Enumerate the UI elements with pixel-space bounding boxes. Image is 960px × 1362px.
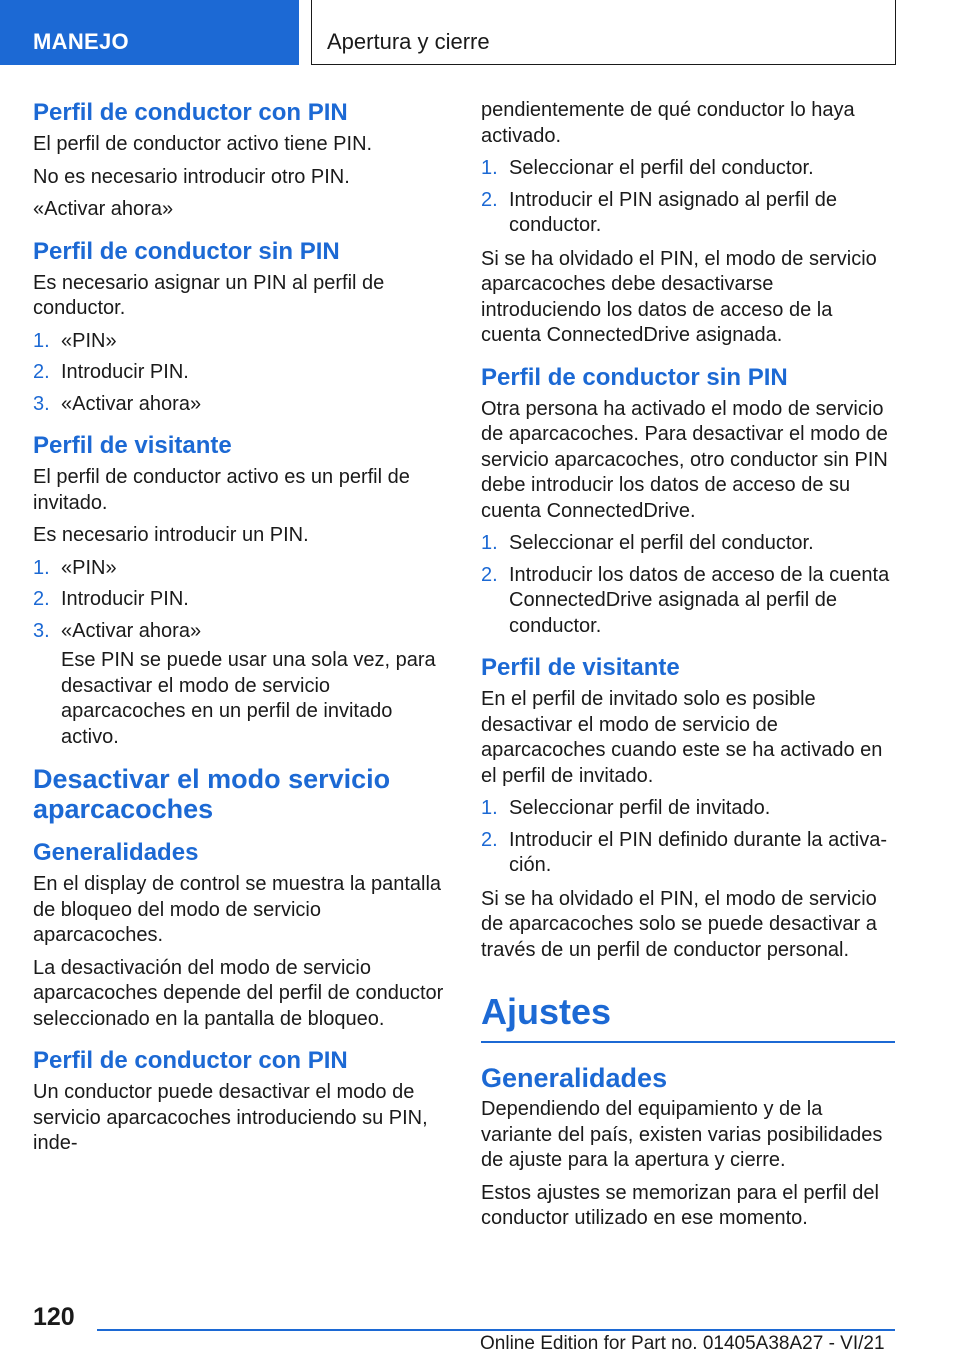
footer-divider: [97, 1329, 895, 1331]
heading-guest-profile: Perfil de visitante: [33, 432, 232, 459]
step-number: 1.: [481, 797, 498, 819]
heading-guest-profile: Perfil de visitante: [481, 654, 680, 681]
left-column: [33, 98, 449, 1164]
step-list: [33, 329, 449, 418]
list-item: [33, 587, 449, 613]
list-item: [481, 828, 895, 879]
step-number: 2.: [481, 188, 498, 211]
step-text: Introducir el PIN asignado al perfil de conductor.: [509, 188, 837, 236]
step-text: Introducir los datos de acceso de la cuenta ConnectedDrive asignada al perfil de conductor.: [509, 563, 890, 637]
step-number: 1.: [481, 157, 498, 179]
paragraph: El perfil de conductor activo tiene PIN.: [33, 133, 373, 155]
paragraph: Si se ha olvidado el PIN, el modo de servicio aparcacoches debe desactivarse introduciendo los datos de acceso de la cuenta ConnectedDrive asignada.: [481, 247, 877, 346]
step-text: Seleccionar perfil de invitado.: [509, 797, 771, 819]
heading-driver-profile-no-pin: Perfil de conductor sin PIN: [33, 237, 340, 265]
step-number: 1.: [481, 532, 498, 554]
chapter-title: Apertura y cierre: [327, 29, 490, 54]
step-number: 2.: [33, 588, 50, 610]
list-item: [481, 531, 895, 557]
chapter-header: [311, 0, 896, 65]
step-list: [33, 556, 449, 751]
paragraph: Dependiendo del equipamiento y de la variante del país, existen varias posibilidades de ajuste para la apertura y cierre.: [481, 1098, 883, 1171]
step-list: [481, 156, 895, 239]
step-number: 1.: [33, 329, 50, 352]
step-list: [481, 796, 895, 879]
step-text: Introducir el PIN definido durante la activación.: [509, 828, 887, 876]
step-text: Introducir PIN.: [61, 361, 189, 383]
step-note: Ese PIN se puede usar una sola vez, para desactivar el modo de servicio aparcacoches en un perfil de invitado activo.: [61, 649, 436, 748]
right-column: [481, 98, 895, 1239]
heading-driver-profile-no-pin: Perfil de conductor sin PIN: [481, 363, 788, 391]
paragraph: En el display de control se muestra la pantalla de bloqueo del modo de servicio aparcacoches.: [33, 873, 442, 946]
paragraph: pendientemente de qué conductor lo haya activado.: [481, 99, 855, 147]
list-item: [481, 796, 895, 822]
step-number: 2.: [481, 563, 498, 586]
step-text: Introducir PIN.: [61, 588, 189, 610]
paragraph: Otra persona ha activado el modo de servicio de aparcacoches. Para desactivar el modo de servicio aparcacoches, otro conductor sin PIN debe introducir los datos de acceso de su cuenta ConnectedDrive.: [481, 397, 888, 522]
paragraph: En el perfil de invitado solo es posible desactivar el modo de servicio de aparcacoches cuando este se ha activado en el perfil de invitado.: [481, 688, 883, 787]
paragraph: El perfil de conductor activo es un perfil de invitado.: [33, 466, 410, 514]
list-item: [481, 563, 895, 640]
step-number: 2.: [481, 828, 498, 851]
list-item: [481, 156, 895, 182]
paragraph: Si se ha olvidado el PIN, el modo de servicio de aparcacoches solo se puede desactivar a través de un perfil de conductor personal.: [481, 887, 877, 961]
paragraph: No es necesario introducir otro PIN.: [33, 165, 350, 188]
step-number: 3.: [33, 619, 50, 642]
heading-general: Generalidades: [481, 1063, 668, 1093]
list-item: [33, 392, 449, 418]
footer-edition: Online Edition for Part no. 01405A38A27 - VI/21: [480, 1333, 885, 1354]
heading-settings: Ajustes: [481, 991, 895, 1043]
paragraph: Estos ajustes se memorizan para el perfil del conductor utilizado en ese momento.: [481, 1181, 879, 1229]
paragraph: «Activar ahora»: [33, 198, 174, 220]
step-text: Seleccionar el perfil del conductor.: [509, 532, 814, 554]
section-tab: [0, 0, 299, 65]
paragraph: Un conductor puede desactivar el modo de servicio aparcacoches introduciendo su PIN, inde-: [33, 1081, 428, 1154]
step-number: 3.: [33, 392, 50, 415]
step-text: «PIN»: [61, 329, 117, 352]
paragraph: La desactivación del modo de servicio aparcacoches depende del perfil de conductor seleccionado en la pantalla de bloqueo.: [33, 956, 444, 1030]
heading-driver-profile-pin: Perfil de conductor con PIN: [33, 99, 348, 126]
step-list: [481, 531, 895, 639]
list-item: [33, 329, 449, 355]
heading-driver-profile-pin: Perfil de conductor con PIN: [33, 1047, 348, 1074]
step-number: 1.: [33, 556, 50, 579]
list-item: [33, 556, 449, 582]
page-number: 120: [33, 1303, 75, 1331]
paragraph: Es necesario introducir un PIN.: [33, 524, 309, 546]
step-number: 2.: [33, 361, 50, 383]
list-item: [33, 360, 449, 386]
paragraph: Es necesario asignar un PIN al perfil de conductor.: [33, 271, 385, 319]
heading-general: Generalidades: [33, 839, 199, 866]
step-text: «Activar ahora»: [61, 619, 202, 642]
step-text: «Activar ahora»: [61, 392, 202, 415]
heading-deactivate-valet-mode: Desactivar el modo servicio aparcacoches: [33, 764, 391, 824]
list-item: [33, 619, 449, 645]
list-item: [481, 188, 895, 239]
step-text: «PIN»: [61, 556, 117, 579]
section-title: MANEJO: [33, 29, 129, 54]
step-text: Seleccionar el perfil del conductor.: [509, 157, 814, 179]
